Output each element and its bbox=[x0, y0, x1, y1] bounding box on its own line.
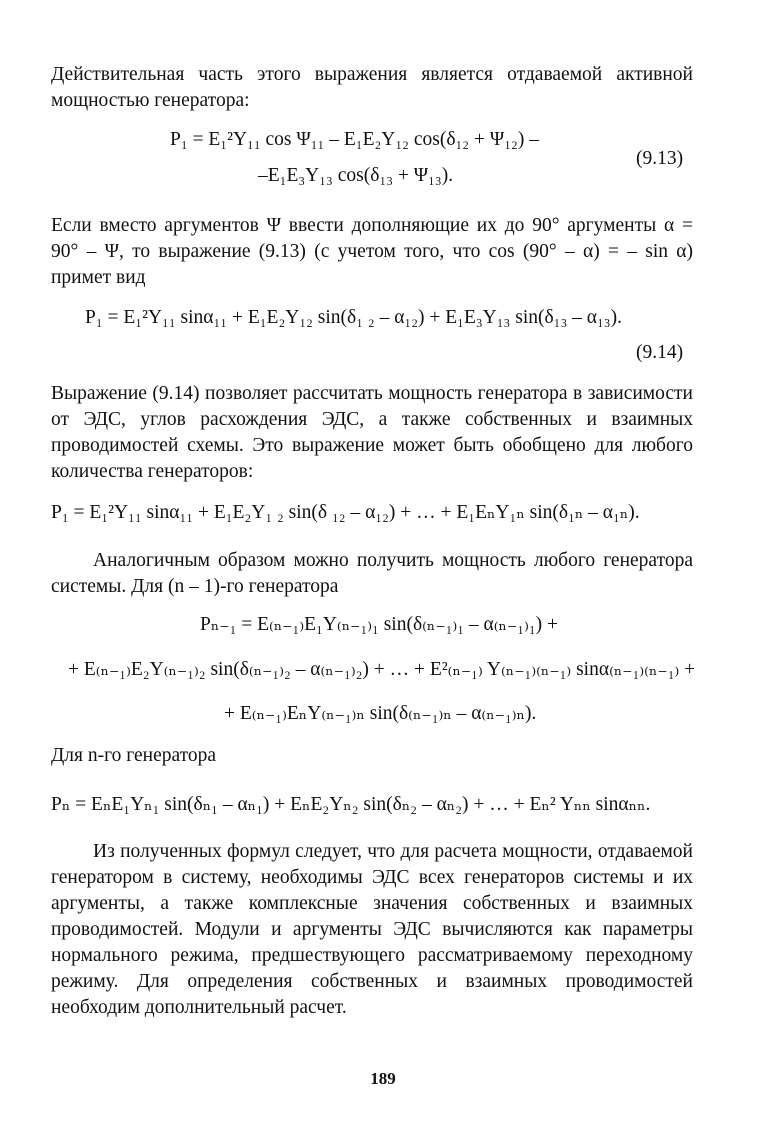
paragraph-intro: Действительная часть этого выражения является отдаваемой активной мощностью генератора: bbox=[51, 64, 693, 111]
paragraph-analogous-generator: Аналогичным образом можно получить мощность любого генератора системы. Для (n – 1)-го генератора bbox=[51, 550, 693, 597]
formula-n-minus-1-line-3: + E₍ₙ₋₁₎EₙY₍ₙ₋₁₎ₙ sin(δ₍ₙ₋₁₎ₙ – α₍ₙ₋₁₎ₙ). bbox=[224, 703, 537, 724]
formula-9-13-line-2: –E₁E₃Y₁₃ cos(δ₁₃ + Ψ₁₃). bbox=[258, 165, 454, 186]
paragraph-nth-generator: Для n-го генератора bbox=[51, 745, 217, 766]
formula-9-14: P₁ = E₁²Y₁₁ sinα₁₁ + E₁E₂Y₁₂ sin(δ₁ ₂ – α₁₂) + E₁E₃Y₁₃ sin(δ₁₃ – α₁₃). bbox=[85, 307, 622, 328]
paragraph-argument-substitution: Если вместо аргументов Ψ ввести дополняющие их до 90° аргументы α = 90° – Ψ, то выражение (9.13) (с учетом того, что cos (90° – α) = – sin α) примет вид bbox=[51, 215, 693, 288]
formula-nth-generator: Pₙ = EₙE₁Yₙ₁ sin(δₙ₁ – αₙ₁) + EₙE₂Yₙ₂ sin(δₙ₂ – αₙ₂) + … + Eₙ² Yₙₙ sinαₙₙ. bbox=[51, 794, 651, 815]
equation-number-9-13: (9.13) bbox=[636, 148, 684, 169]
formula-n-minus-1-line-2: + E₍ₙ₋₁₎E₂Y₍ₙ₋₁₎₂ sin(δ₍ₙ₋₁₎₂ – α₍ₙ₋₁₎₂) + … + E²₍ₙ₋₁₎ Y₍ₙ₋₁₎₍ₙ₋₁₎ sinα₍ₙ₋₁₎₍ₙ₋₁₎ + bbox=[68, 659, 696, 680]
formula-n-minus-1-line-1: Pₙ₋₁ = E₍ₙ₋₁₎E₁Y₍ₙ₋₁₎₁ sin(δ₍ₙ₋₁₎₁ – α₍ₙ₋₁₎₁) + bbox=[200, 614, 559, 635]
equation-number-9-14: (9.14) bbox=[636, 342, 684, 363]
paragraph-conclusion: Из полученных формул следует, что для расчета мощности, отдаваемой генератором в систему, необходимы ЭДС всех генераторов системы и их аргументы, а также комплексные значения собственных и взаимных проводимостей. Модули и аргументы ЭДС вычисляются как параметры нормального режима, предшествующего рассматриваемому переходному режиму. Для определения собственных и взаимных проводимостей необходим дополнительный расчет. bbox=[51, 841, 693, 1018]
paragraph-power-calculation: Выражение (9.14) позволяет рассчитать мощность генератора в зависимости от ЭДС, углов расхождения ЭДС, а также собственных и взаимных проводимостей схемы. Это выражение может быть обобщено для любого количества генераторов: bbox=[51, 383, 693, 482]
formula-general-generator: P₁ = E₁²Y₁₁ sinα₁₁ + E₁E₂Y₁ ₂ sin(δ ₁₂ – α₁₂) + … + E₁EₙY₁ₙ sin(δ₁ₙ – α₁ₙ). bbox=[51, 502, 640, 523]
page-number: 189 bbox=[370, 1069, 396, 1088]
formula-9-13-line-1: P₁ = E₁²Y₁₁ cos Ψ₁₁ – E₁E₂Y₁₂ cos(δ₁₂ + Ψ₁₂) – bbox=[170, 129, 539, 150]
